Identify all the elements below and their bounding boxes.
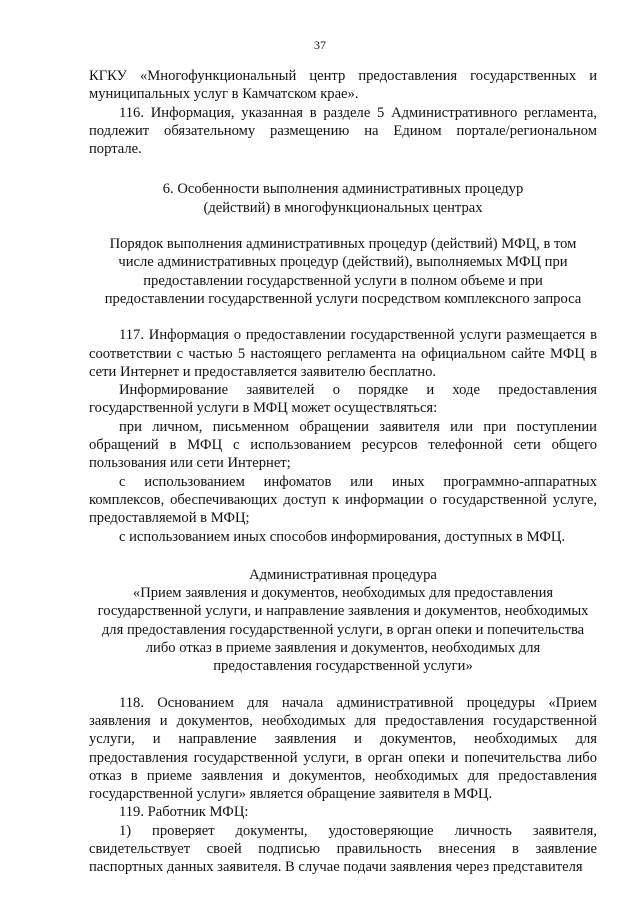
paragraph-personal-request: при личном, письменном обращении заявителя или при поступлении обращений в МФЦ с использованием ресурсов телефонной сети общего пользования или сети Интернет;: [89, 418, 597, 472]
procedure-label: Административная процедура: [249, 566, 437, 583]
paragraph-119-1: 1) проверяет документы, удостоверяющие личность заявителя, свидетельствует своей подписью правильность внесения в заявление паспортных данных заявителя. В случае подачи заявления через представителя: [89, 822, 597, 876]
section-6-title: 6. Особенности выполнения административных процедур (действий) в многофункциональных центрах: [162, 181, 524, 216]
document-body: [89, 67, 597, 877]
page-number: 37: [314, 38, 326, 52]
paragraph-118: 118. Основанием для начала административной процедуры «Прием заявления и документов, необходимых для предоставления государственной услуги, и направление заявления и документов, необходимых для предоставления государственной услуги, в орган опеки и попечительства либо отказ в приеме заявления и документов, необходимых для предоставления государственной услуги» является обращение заявителя в МФЦ.: [89, 694, 597, 803]
paragraph-117: 117. Информация о предоставлении государственной услуги размещается в соответствии с частью 5 настоящего регламента на официальном сайте МФЦ в сети Интернет и предоставляется заявителю бесплатно.: [89, 327, 597, 380]
procedure-title: «Прием заявления и документов, необходимых для предоставления государственной услуги, и направление заявления и документов, необходимых для предоставления государственной услуги, в орган опеки и попечительства либо отказ в приеме заявления и документов, необходимых для предоставления государственной услуги»: [97, 585, 589, 675]
paragraph-intro: КГКУ «Многофункциональный центр предоставления государственных и муниципальных услуг в Камчатском крае».: [89, 68, 597, 103]
paragraph-other-methods: с использованием иных способов информирования, доступных в МФЦ.: [119, 528, 566, 545]
paragraph-infomats: с использованием инфоматов или иных программно-аппаратных комплексов, обеспечивающих доступ к информации о государственной услуге, предоставляемой в МФЦ;: [89, 473, 597, 527]
paragraph-informing: Информирование заявителей о порядке и ходе предоставления государственной услуги в МФЦ может осуществляться:: [89, 382, 597, 417]
paragraph-119: 119. Работник МФЦ:: [119, 804, 249, 821]
subsection-title: Порядок выполнения административных процедур (действий) МФЦ, в том числе административных процедур (действий), выполняемых МФЦ при предоставлении государственной услуги в полном объеме и при предоставлении государственной услуги посредством комплексного запроса: [104, 236, 582, 307]
paragraph-116: 116. Информация, указанная в разделе 5 Административного регламента, подлежит обязательному размещению на Едином портале/региональном портале.: [89, 104, 597, 158]
